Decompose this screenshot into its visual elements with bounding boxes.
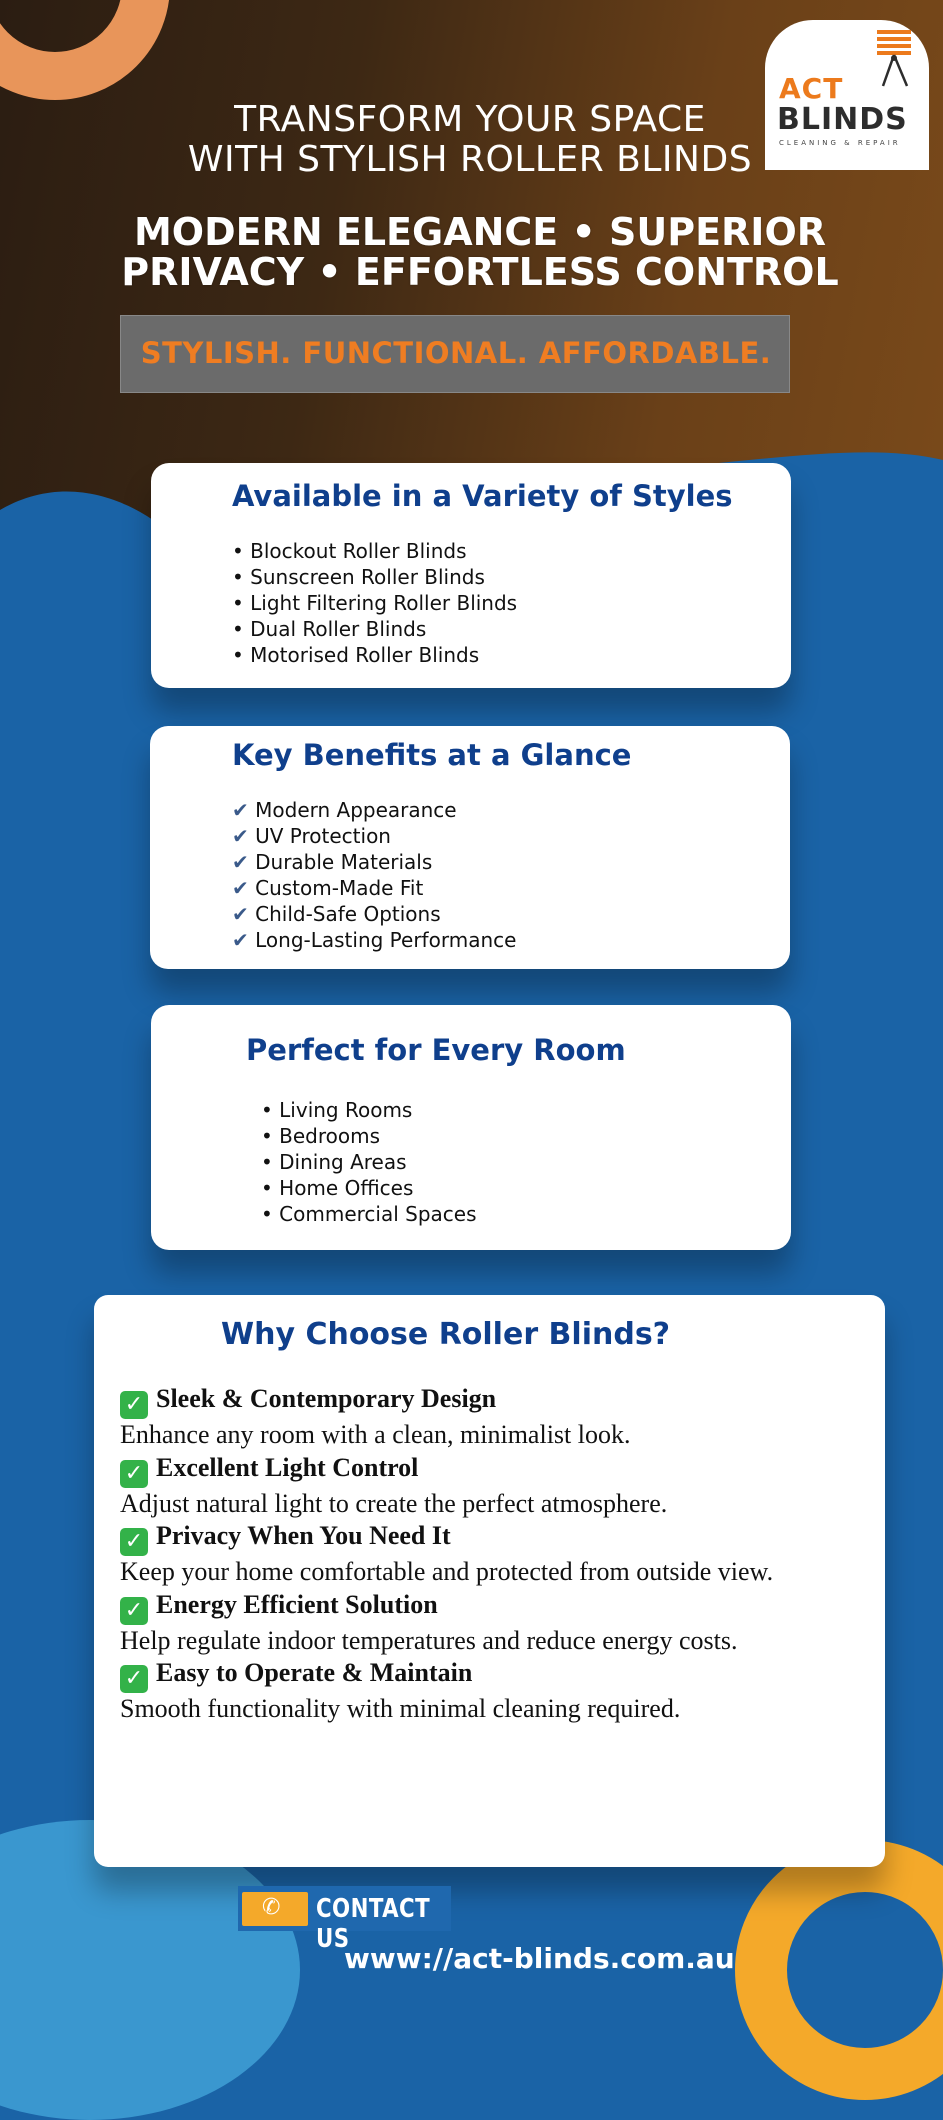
- checkmark-icon: ✓: [120, 1528, 148, 1556]
- logo-blinds-text: BLINDS: [777, 102, 908, 137]
- hero-title: [130, 100, 810, 180]
- reasons-list: [120, 1383, 860, 1726]
- reason-item: [120, 1657, 860, 1693]
- hero-title-line-2: WITH STYLISH ROLLER BLINDS: [187, 139, 753, 180]
- list-item: • Motorised Roller Blinds: [232, 642, 517, 668]
- website-link[interactable]: www://act-blinds.com.au: [344, 1942, 735, 1975]
- checkmark-icon: ✓: [120, 1665, 148, 1693]
- benefits-card: [150, 726, 790, 969]
- checkmark-icon: ✔: [232, 876, 249, 900]
- styles-heading: Available in a Variety of Styles: [232, 479, 733, 513]
- logo-tagline: CLEANING & REPAIR: [779, 139, 901, 147]
- benefit-label: Long-Lasting Performance: [255, 928, 517, 952]
- list-item: • Dual Roller Blinds: [232, 616, 517, 642]
- hero-subtitle: [90, 212, 870, 292]
- list-item: • Dining Areas: [261, 1149, 477, 1175]
- list-item: • Bedrooms: [261, 1123, 477, 1149]
- reason-title: Easy to Operate & Maintain: [156, 1658, 473, 1687]
- benefit-label: Custom-Made Fit: [255, 876, 424, 900]
- contact-us-button[interactable]: [238, 1886, 451, 1954]
- benefit-label: Durable Materials: [255, 850, 433, 874]
- reason-item: [120, 1520, 860, 1556]
- reason-text: Help regulate indoor temperatures and reduce energy costs.: [120, 1625, 738, 1655]
- list-item: • Home Offices: [261, 1175, 477, 1201]
- reason-item: [120, 1452, 860, 1488]
- list-item: [232, 875, 516, 901]
- rooms-list: [261, 1097, 477, 1227]
- list-item: [232, 927, 516, 953]
- logo-act-text: ACT: [779, 72, 844, 105]
- reason-title: Energy Efficient Solution: [156, 1589, 438, 1619]
- list-item: • Living Rooms: [261, 1097, 477, 1123]
- phone-icon-box: [242, 1892, 308, 1926]
- checkmark-icon: ✔: [232, 824, 249, 848]
- checkmark-icon: ✔: [232, 850, 249, 874]
- checkmark-icon: ✓: [120, 1391, 148, 1419]
- reason-text: Enhance any room with a clean, minimalist look.: [120, 1420, 631, 1449]
- styles-card: [151, 463, 791, 688]
- reason-text: Adjust natural light to create the perfect atmosphere.: [120, 1488, 668, 1518]
- list-item: • Sunscreen Roller Blinds: [232, 564, 517, 590]
- checkmark-icon: ✓: [120, 1460, 148, 1488]
- reason-item: [120, 1589, 860, 1625]
- styles-list: [232, 538, 517, 668]
- benefits-list: [232, 797, 516, 953]
- reason-item: [120, 1383, 860, 1419]
- list-item: • Light Filtering Roller Blinds: [232, 590, 517, 616]
- checkmark-icon: ✓: [120, 1597, 148, 1625]
- benefit-label: UV Protection: [255, 824, 391, 848]
- why-heading: Why Choose Roller Blinds?: [221, 1317, 671, 1352]
- checkmark-icon: ✔: [232, 928, 249, 952]
- list-item: • Commercial Spaces: [261, 1201, 477, 1227]
- phone-icon: ✆: [262, 1895, 281, 1920]
- reason-text: Smooth functionality with minimal cleaning required.: [120, 1694, 681, 1723]
- tagline-banner: [120, 315, 790, 393]
- reason-title: Privacy When You Need It: [156, 1521, 451, 1550]
- benefit-label: Modern Appearance: [255, 798, 457, 822]
- list-item: [232, 849, 516, 875]
- rooms-heading: Perfect for Every Room: [246, 1033, 626, 1067]
- hero-title-line-1: TRANSFORM YOUR SPACE: [234, 99, 706, 140]
- list-item: [232, 797, 516, 823]
- tagline-text: STYLISH. FUNCTIONAL. AFFORDABLE.: [140, 336, 772, 370]
- list-item: [232, 901, 516, 927]
- list-item: [232, 823, 516, 849]
- benefits-heading: Key Benefits at a Glance: [232, 738, 632, 772]
- blind-logo-icon: [869, 28, 919, 88]
- rooms-card: [151, 1005, 791, 1250]
- reason-title: Sleek & Contemporary Design: [156, 1384, 497, 1413]
- reason-title: Excellent Light Control: [156, 1452, 419, 1482]
- reason-text: Keep your home comfortable and protected from outside view.: [120, 1557, 774, 1586]
- why-card: [94, 1295, 885, 1867]
- benefit-label: Child-Safe Options: [255, 902, 441, 926]
- list-item: • Blockout Roller Blinds: [232, 538, 517, 564]
- hero-subtitle-line-2: PRIVACY • EFFORTLESS CONTROL: [121, 250, 839, 294]
- checkmark-icon: ✔: [232, 902, 249, 926]
- hero-subtitle-line-1: MODERN ELEGANCE • SUPERIOR: [133, 210, 827, 254]
- contact-us-label: CONTACT US: [316, 1894, 431, 1954]
- checkmark-icon: ✔: [232, 798, 249, 822]
